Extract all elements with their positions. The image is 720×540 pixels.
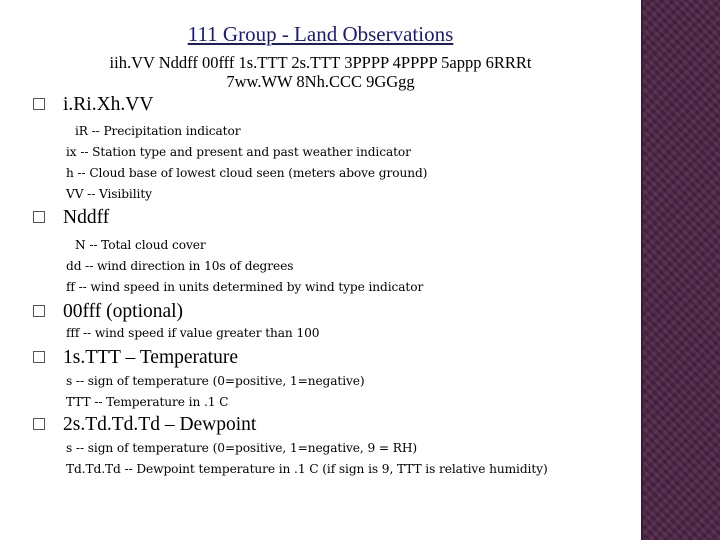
description-line: Td.Td.Td -- Dewpoint temperature in .1 C (if sign is 9, TTT is relative humidity) (66, 462, 548, 476)
slide-title: 111 Group - Land Observations (187, 22, 454, 46)
description-line: N -- Total cloud cover (75, 238, 206, 252)
description-line: dd -- wind direction in 10s of degrees (66, 259, 294, 273)
section-heading: 00fff (optional) (63, 301, 184, 322)
description-line: iR -- Precipitation indicator (75, 124, 241, 138)
code-format-line-1: iih.VV Nddff 00fff 1s.TTT 2s.TTT 3PPPP 4PPPP 5appp 6RRRt (109, 53, 532, 72)
section-heading: Nddff (63, 207, 110, 228)
bullet-icon (33, 305, 45, 317)
bullet-icon (33, 418, 45, 430)
section-heading: i.Ri.Xh.VV (63, 94, 154, 115)
bullet-icon (33, 351, 45, 363)
bullet-icon (33, 211, 45, 223)
section-heading: 2s.Td.Td.Td – Dewpoint (63, 414, 257, 435)
description-line: s -- sign of temperature (0=positive, 1=negative) (66, 374, 365, 388)
bullet-icon (33, 98, 45, 110)
description-line: TTT -- Temperature in .1 C (66, 395, 229, 409)
description-line: ff -- wind speed in units determined by wind type indicator (66, 280, 424, 294)
description-line: s -- sign of temperature (0=positive, 1=negative, 9 = RH) (66, 441, 418, 455)
description-line: h -- Cloud base of lowest cloud seen (meters above ground) (66, 166, 428, 180)
description-line: ix -- Station type and present and past weather indicator (66, 145, 411, 159)
section-heading: 1s.TTT – Temperature (63, 347, 238, 368)
description-line: VV -- Visibility (66, 187, 152, 201)
decorative-side-band (643, 0, 720, 540)
code-format-line-2: 7ww.WW 8Nh.CCC 9GGgg (226, 72, 415, 91)
description-line: fff -- wind speed if value greater than 100 (66, 326, 320, 340)
